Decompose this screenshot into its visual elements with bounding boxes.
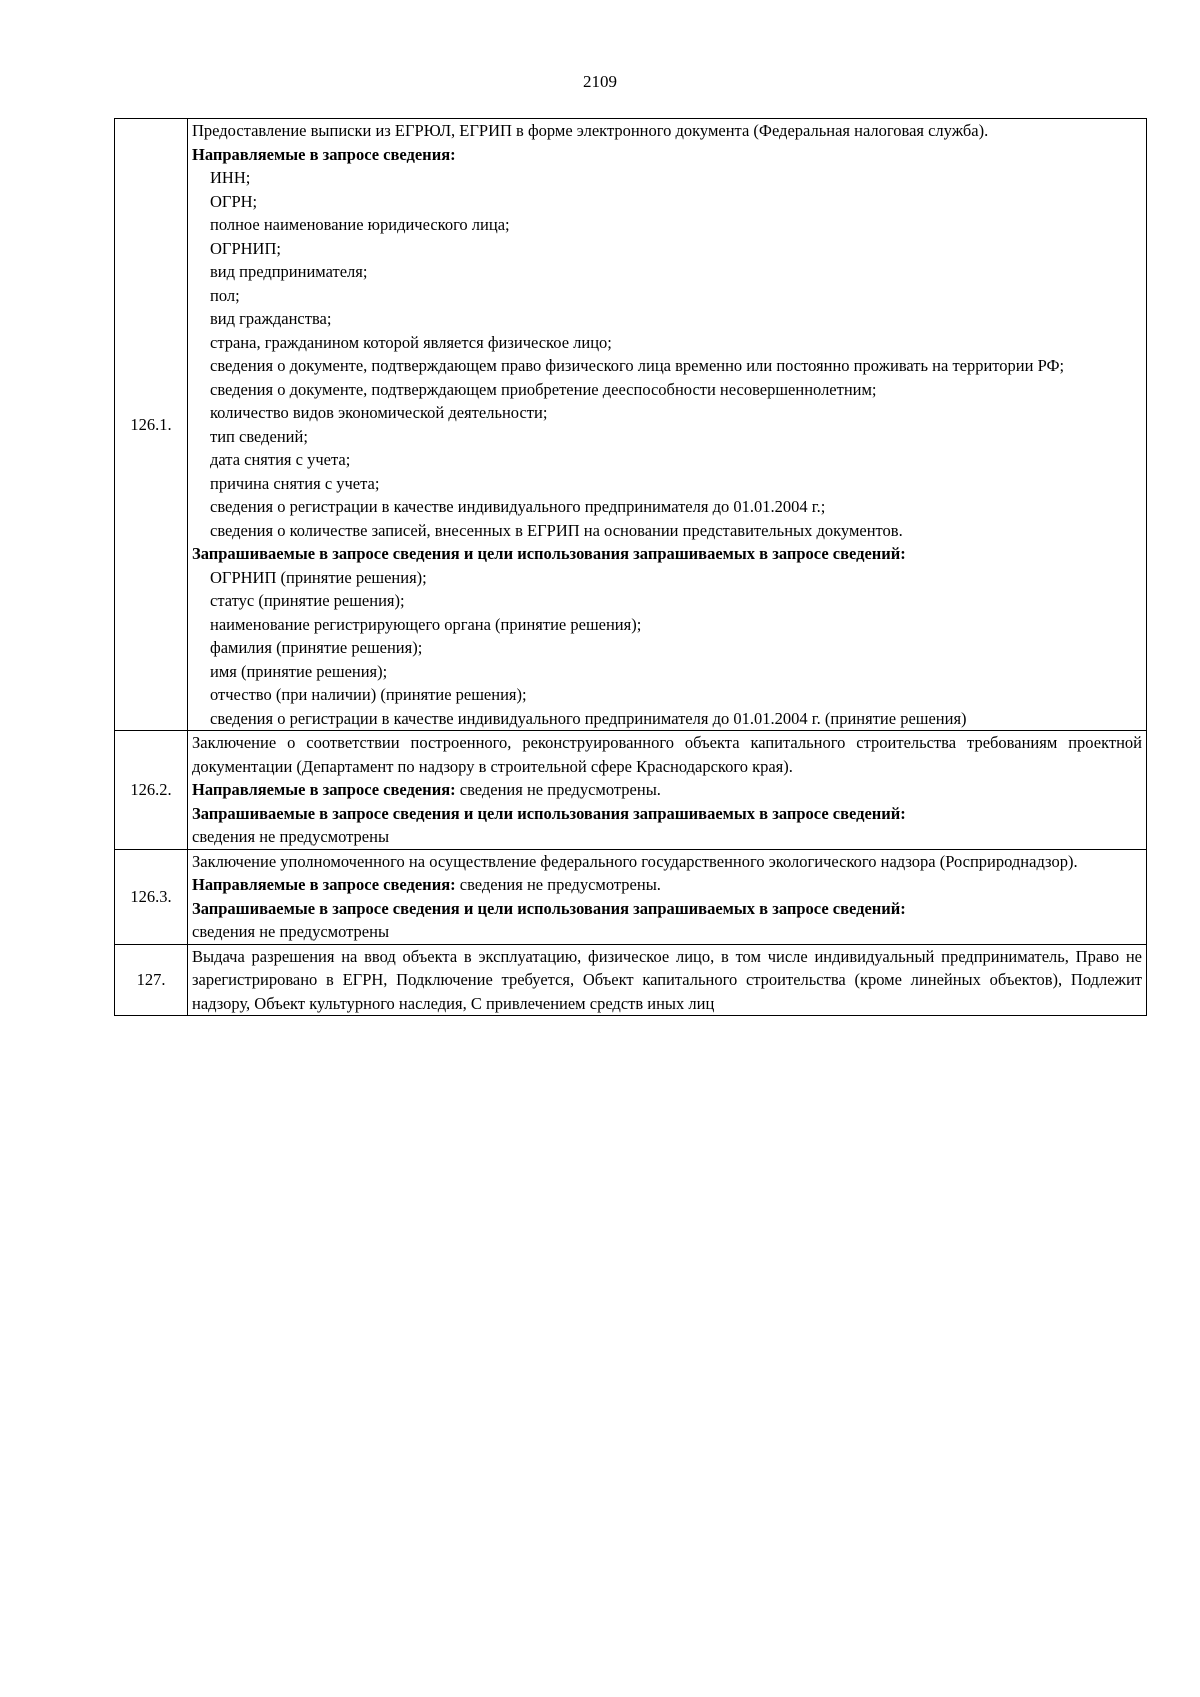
sent-item: полное наименование юридического лица; bbox=[210, 215, 510, 234]
sent-item: вид предпринимателя; bbox=[210, 262, 368, 281]
sent-item: сведения о документе, подтверждающем приобретение дееспособности несовершеннолетним; bbox=[210, 379, 877, 399]
sent-item: ОГРН; bbox=[210, 191, 258, 211]
service-title: Предоставление выписки из ЕГРЮЛ, ЕГРИП в форме электронного документа (Федеральная налоговая служба). bbox=[192, 121, 989, 140]
service-title: Выдача разрешения на ввод объекта в эксплуатацию, физическое лицо, в том числе индивидуальный предприниматель, Право не зарегистрировано в ЕГРН, Подключение требуется, Объект капитального строительства (кроме линейных объектов), Подлежит надзору, Объект культурного наследия, С привлечением средств иных лиц bbox=[192, 946, 1142, 1013]
sent-item: пол; bbox=[210, 285, 240, 305]
requested-value: сведения не предусмотрены bbox=[192, 922, 390, 941]
requested-item: отчество (при наличии) (принятие решения); bbox=[210, 685, 527, 704]
sent-value: сведения не предусмотрены. bbox=[455, 780, 661, 799]
sent-heading: Направляемые в запросе сведения: bbox=[192, 144, 456, 164]
sent-heading: Направляемые в запросе сведения: bbox=[192, 875, 456, 894]
row-number: 127. bbox=[115, 944, 188, 1016]
row-content bbox=[188, 119, 1147, 731]
requested-heading: Запрашиваемые в запросе сведения и цели использования запрашиваемых в запросе сведений: bbox=[192, 803, 906, 823]
requested-item: ОГРНИП (принятие решения); bbox=[210, 567, 427, 587]
table-row bbox=[115, 731, 1147, 850]
requested-heading: Запрашиваемые в запросе сведения и цели использования запрашиваемых в запросе сведений: bbox=[192, 898, 906, 918]
row-content bbox=[188, 944, 1147, 1016]
sent-item: дата снятия с учета; bbox=[210, 450, 351, 469]
sent-item: ИНН; bbox=[210, 168, 251, 187]
requested-item: имя (принятие решения); bbox=[210, 661, 388, 681]
row-content bbox=[188, 731, 1147, 850]
table-row bbox=[115, 119, 1147, 731]
sent-item: сведения о документе, подтверждающем право физического лица временно или постоянно проживать на территории РФ; bbox=[210, 356, 1065, 375]
sent-item: тип сведений; bbox=[210, 426, 308, 446]
requested-item: статус (принятие решения); bbox=[210, 591, 405, 610]
sent-item: вид гражданства; bbox=[210, 309, 332, 328]
sent-item: страна, гражданином которой является физическое лицо; bbox=[210, 332, 612, 352]
row-content bbox=[188, 849, 1147, 944]
table-row bbox=[115, 849, 1147, 944]
requested-heading: Запрашиваемые в запросе сведения и цели использования запрашиваемых в запросе сведений: bbox=[192, 544, 906, 563]
table-row bbox=[115, 944, 1147, 1016]
service-title: Заключение о соответствии построенного, реконструированного объекта капитального строительства требованиям проектной документации (Департамент по надзору в строительной сфере Краснодарского края). bbox=[192, 733, 1142, 776]
sent-line bbox=[192, 778, 1142, 802]
service-title: Заключение уполномоченного на осуществление федерального государственного экологического надзора (Росприроднадзор). bbox=[192, 851, 1078, 871]
services-table bbox=[114, 118, 1147, 1016]
sent-heading: Направляемые в запросе сведения: bbox=[192, 780, 456, 799]
sent-item: сведения о количестве записей, внесенных в ЕГРИП на основании представительных документов. bbox=[210, 520, 903, 540]
sent-value: сведения не предусмотрены. bbox=[455, 875, 661, 894]
requested-item: наименование регистрирующего органа (принятие решения); bbox=[210, 614, 642, 634]
sent-line bbox=[192, 873, 1142, 897]
row-number: 126.1. bbox=[115, 119, 188, 731]
row-number: 126.2. bbox=[115, 731, 188, 850]
sent-item: количество видов экономической деятельности; bbox=[210, 403, 548, 422]
requested-item: фамилия (принятие решения); bbox=[210, 638, 423, 657]
requested-value: сведения не предусмотрены bbox=[192, 827, 390, 846]
sent-item: причина снятия с учета; bbox=[210, 473, 380, 493]
row-number: 126.3. bbox=[115, 849, 188, 944]
sent-item: ОГРНИП; bbox=[210, 238, 281, 258]
page-number: 2109 bbox=[583, 72, 617, 91]
sent-item: сведения о регистрации в качестве индивидуального предпринимателя до 01.01.2004 г.; bbox=[210, 497, 826, 516]
requested-item: сведения о регистрации в качестве индивидуального предпринимателя до 01.01.2004 г. (принятие решения) bbox=[210, 708, 967, 728]
